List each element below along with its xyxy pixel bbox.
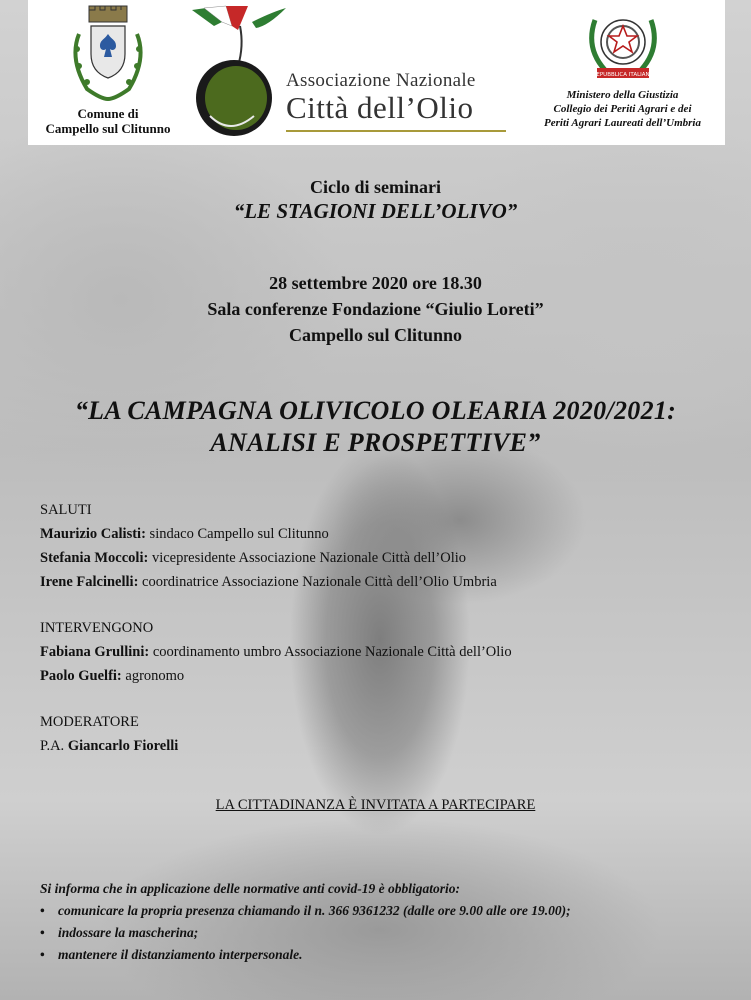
- event-block: [0, 270, 751, 348]
- notice-item-text: mantenere il distanziamento interpersonale.: [58, 947, 303, 962]
- series-block: [0, 175, 751, 223]
- comune-crest-icon: [67, 4, 149, 102]
- emblem-ribbon-text: REPUBBLICA ITALIANA: [592, 72, 653, 78]
- speaker-name: Stefania Moccoli:: [40, 550, 149, 566]
- main-title: [0, 395, 751, 459]
- speaker-name: Maurizio Calisti:: [40, 526, 146, 542]
- main-title-line2: ANALISI E PROSPETTIVE”: [210, 428, 541, 457]
- event-datetime: 28 settembre 2020 ore 18.30: [269, 273, 482, 293]
- comune-line1: Comune di: [77, 106, 139, 121]
- speaker-row: [40, 664, 730, 688]
- moderator-prefix: P.A.: [40, 738, 68, 754]
- ministero-logo: [520, 4, 725, 130]
- speaker-role: agronomo: [121, 668, 185, 684]
- main-title-line1: “LA CAMPAGNA OLIVICOLO OLEARIA 2020/2021:: [74, 396, 677, 425]
- program: [40, 498, 730, 758]
- bullet-icon: •: [40, 903, 45, 918]
- speaker-name: Fabiana Grullini:: [40, 644, 150, 660]
- notice-item: [40, 944, 730, 966]
- event-venue: Sala conferenze Fondazione “Giulio Loreti”: [207, 299, 544, 319]
- bullet-icon: •: [40, 925, 45, 940]
- covid-notice: [40, 878, 730, 966]
- ministero-line1: Ministero della Giustizia: [566, 89, 679, 101]
- speaker-name: Irene Falcinelli:: [40, 574, 139, 590]
- comune-logo: [28, 4, 188, 136]
- speaker-role: vicepresidente Associazione Nazionale Città dell’Olio: [148, 550, 467, 566]
- notice-item-text: indossare la mascherina;: [58, 925, 199, 940]
- speaker-row: [40, 640, 730, 664]
- citta-line1: Associazione Nazionale: [286, 70, 476, 91]
- moderatore-heading: MODERATORE: [40, 714, 139, 730]
- series-title: “LE STAGIONI DELL’OLIVO”: [233, 199, 518, 223]
- ministero-line3: Periti Agrari Laureati dell’Umbria: [544, 117, 701, 129]
- republic-emblem-icon: [585, 4, 661, 84]
- speaker-row: [40, 546, 730, 570]
- invite-text: LA CITTADINANZA È INVITATA A PARTECIPARE: [215, 797, 536, 813]
- citta-olio-logo: [190, 4, 510, 142]
- citta-line2: Città dell’Olio: [286, 90, 474, 125]
- notice-list: [40, 900, 730, 966]
- citta-underline: [286, 130, 506, 132]
- speaker-role: coordinatrice Associazione Nazionale Città dell’Olio Umbria: [138, 574, 497, 590]
- speaker-row: [40, 570, 730, 594]
- notice-item: [40, 900, 730, 922]
- moderator-name: Giancarlo Fiorelli: [67, 738, 179, 754]
- saluti-heading: SALUTI: [40, 502, 92, 518]
- moderator-row: [40, 734, 730, 758]
- notice-item: [40, 922, 730, 944]
- event-place: Campello sul Clitunno: [288, 325, 463, 345]
- ministero-line2: Collegio dei Periti Agrari e dei: [553, 103, 692, 115]
- bullet-icon: •: [40, 947, 45, 962]
- speaker-name: Paolo Guelfi:: [40, 668, 122, 684]
- speaker-row: [40, 522, 730, 546]
- notice-item-text: comunicare la propria presenza chiamando il n. 366 9361232 (dalle ore 9.00 alle ore 19.00);: [58, 903, 571, 918]
- olive-flag-icon: [190, 4, 290, 142]
- speaker-role: coordinamento umbro Associazione Nazionale Città dell’Olio: [149, 644, 512, 660]
- comune-line2: Campello sul Clitunno: [45, 121, 171, 136]
- intervengono-heading: INTERVENGONO: [40, 620, 154, 636]
- series-label: Ciclo di seminari: [310, 177, 441, 197]
- notice-intro: Si informa che in applicazione delle normative anti covid-19 è obbligatorio:: [40, 881, 460, 896]
- speaker-role: sindaco Campello sul Clitunno: [145, 526, 329, 542]
